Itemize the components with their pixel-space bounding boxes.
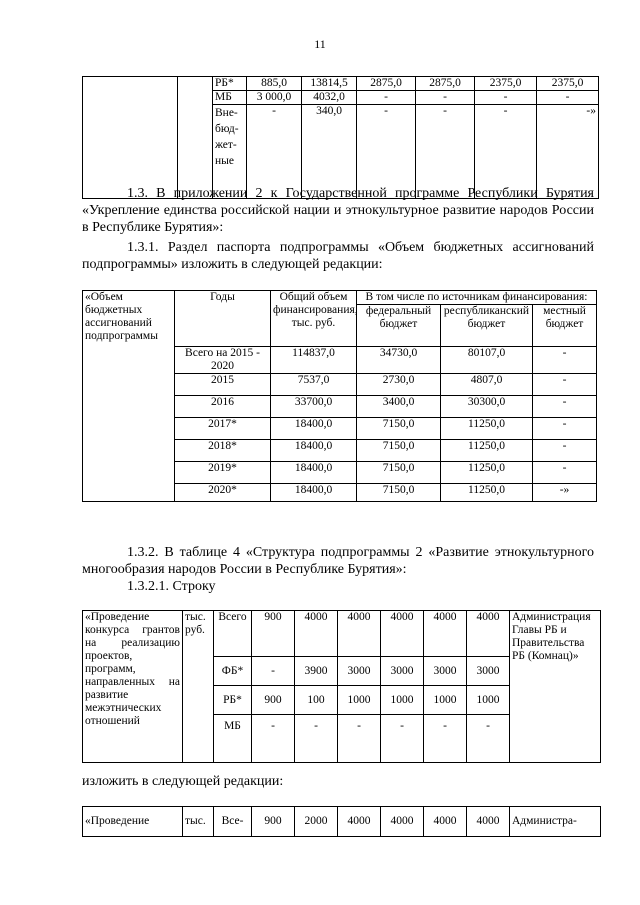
cell: 885,0: [247, 77, 302, 91]
republic-cell: 30300,0: [441, 396, 533, 418]
cell: -: [252, 657, 295, 686]
cell: 4000: [467, 611, 510, 657]
local-cell: -»: [533, 484, 597, 502]
year-cell: 2016: [175, 396, 271, 418]
republic-cell: 11250,0: [441, 418, 533, 440]
cell: 3000: [467, 657, 510, 686]
federal-cell: 34730,0: [357, 347, 441, 374]
federal-header: федеральный бюджет: [357, 305, 441, 347]
year-cell: Всего на 2015 - 2020: [175, 347, 271, 374]
table-row: [83, 807, 601, 837]
cell: -: [381, 715, 424, 763]
cell: 1000: [467, 686, 510, 715]
cell: -»: [537, 105, 599, 199]
cell: 2875,0: [416, 77, 475, 91]
cell: 4000: [467, 807, 510, 837]
total-cell: 18400,0: [271, 418, 357, 440]
cell: 3 000,0: [247, 91, 302, 105]
cell: -: [338, 715, 381, 763]
federal-cell: 7150,0: [357, 418, 441, 440]
years-header: Годы: [175, 291, 271, 347]
republic-header: республиканский бюджет: [441, 305, 533, 347]
local-cell: -: [533, 374, 597, 396]
total-cell: 7537,0: [271, 374, 357, 396]
table-row: [83, 611, 601, 657]
local-header: местный бюджет: [533, 305, 597, 347]
local-cell: -: [533, 347, 597, 374]
cell: -: [295, 715, 338, 763]
page-number: 11: [314, 37, 326, 51]
cell: 900: [252, 686, 295, 715]
executor-cell: Администрация Главы РБ и Правительства РБ (Комнац)»: [510, 611, 601, 763]
federal-cell: 7150,0: [357, 440, 441, 462]
unit-cell: тыс.: [183, 807, 214, 837]
year-cell: 2017*: [175, 418, 271, 440]
grant-table-new: [82, 806, 601, 837]
cell: 900: [252, 611, 295, 657]
executor-cell: Администра-: [510, 807, 601, 837]
total-cell: 18400,0: [271, 484, 357, 502]
grant-table: [82, 610, 601, 763]
cell: 340,0: [302, 105, 357, 199]
grant-name-cell: «Проведение конкурса грантов на реализацию проектов, программ, направленных на развитие межэтнических отношений: [83, 611, 183, 763]
cell: 4000: [381, 807, 424, 837]
cell: 2375,0: [475, 77, 537, 91]
local-cell: -: [533, 440, 597, 462]
cell: 4000: [424, 611, 467, 657]
republic-cell: 11250,0: [441, 440, 533, 462]
cell: 3900: [295, 657, 338, 686]
paragraph-1-3-2-1: 1.3.2.1. Строку: [127, 579, 216, 594]
table-header-row: [83, 291, 597, 305]
cell: -: [537, 91, 599, 105]
paragraph-1-3-2: 1.3.2. В таблице 4 «Структура подпрограммы 2 «Развитие этнокультурного многообразия народов России в Республике Бурятия»:: [82, 545, 594, 577]
cell: 4000: [381, 611, 424, 657]
cell: -: [475, 91, 537, 105]
total-cell: 114837,0: [271, 347, 357, 374]
total-cell: 18400,0: [271, 462, 357, 484]
cell: 900: [252, 807, 295, 837]
year-cell: 2015: [175, 374, 271, 396]
cell: 3000: [381, 657, 424, 686]
cell: -: [416, 91, 475, 105]
republic-cell: 4807,0: [441, 374, 533, 396]
top-budget-table: [82, 76, 599, 199]
cell: 4000: [338, 611, 381, 657]
cell: 3000: [338, 657, 381, 686]
cell: -: [424, 715, 467, 763]
local-cell: -: [533, 418, 597, 440]
republic-cell: 80107,0: [441, 347, 533, 374]
cell: 1000: [381, 686, 424, 715]
local-cell: -: [533, 396, 597, 418]
total-cell: 33700,0: [271, 396, 357, 418]
federal-cell: 7150,0: [357, 462, 441, 484]
year-cell: 2018*: [175, 440, 271, 462]
federal-cell: 3400,0: [357, 396, 441, 418]
cell: 1000: [338, 686, 381, 715]
cell: 4032,0: [302, 91, 357, 105]
row-label: МБ: [214, 715, 252, 763]
total-cell: 18400,0: [271, 440, 357, 462]
republic-cell: 11250,0: [441, 462, 533, 484]
cell: 2000: [295, 807, 338, 837]
sources-header: В том числе по источникам финансирования:: [357, 291, 597, 305]
cell: -: [416, 105, 475, 199]
passport-col1-header: «Объем бюджетных ассигнований подпрограммы: [83, 291, 175, 502]
cell: 4000: [424, 807, 467, 837]
year-cell: 2019*: [175, 462, 271, 484]
row-label: МБ: [213, 91, 247, 105]
row-label: ФБ*: [214, 657, 252, 686]
cell: -: [357, 91, 416, 105]
grant-name-cell: «Проведение: [83, 807, 183, 837]
cell: -: [467, 715, 510, 763]
paragraph-1-3: 1.3. В приложении 2 к Государственной программе Республики Бурятия «Укрепление единства российской нации и этнокультурное развитие народов России в Республике Бурятия»:: [82, 186, 594, 235]
cell: 2375,0: [537, 77, 599, 91]
empty-cell: [178, 77, 213, 199]
paragraph-1-3-1: 1.3.1. Раздел паспорта подпрограммы «Объем бюджетных ассигнований подпрограммы» изложить в следующей редакции:: [82, 240, 594, 272]
row-label: Все-: [214, 807, 252, 837]
total-header: Общий объем финансирования, тыс. руб.: [271, 291, 357, 347]
cell: 100: [295, 686, 338, 715]
table-row: [83, 77, 599, 91]
cell: 1000: [424, 686, 467, 715]
cell: 4000: [338, 807, 381, 837]
year-cell: 2020*: [175, 484, 271, 502]
cell: -: [247, 105, 302, 199]
cell: 3000: [424, 657, 467, 686]
row-label: Всего: [214, 611, 252, 657]
passport-budget-table: [82, 290, 597, 502]
federal-cell: 2730,0: [357, 374, 441, 396]
cell: -: [475, 105, 537, 199]
cell: 2875,0: [357, 77, 416, 91]
paragraph-new-edition: изложить в следующей редакции:: [82, 774, 284, 789]
federal-cell: 7150,0: [357, 484, 441, 502]
row-label: РБ*: [214, 686, 252, 715]
unit-cell: тыс. руб.: [183, 611, 214, 763]
cell: -: [252, 715, 295, 763]
cell: -: [357, 105, 416, 199]
republic-cell: 11250,0: [441, 484, 533, 502]
local-cell: -: [533, 462, 597, 484]
cell: 13814,5: [302, 77, 357, 91]
row-label: Вне- бюд- жет- ные: [213, 105, 247, 199]
empty-cell: [83, 77, 178, 199]
cell: 4000: [295, 611, 338, 657]
row-label: РБ*: [213, 77, 247, 91]
